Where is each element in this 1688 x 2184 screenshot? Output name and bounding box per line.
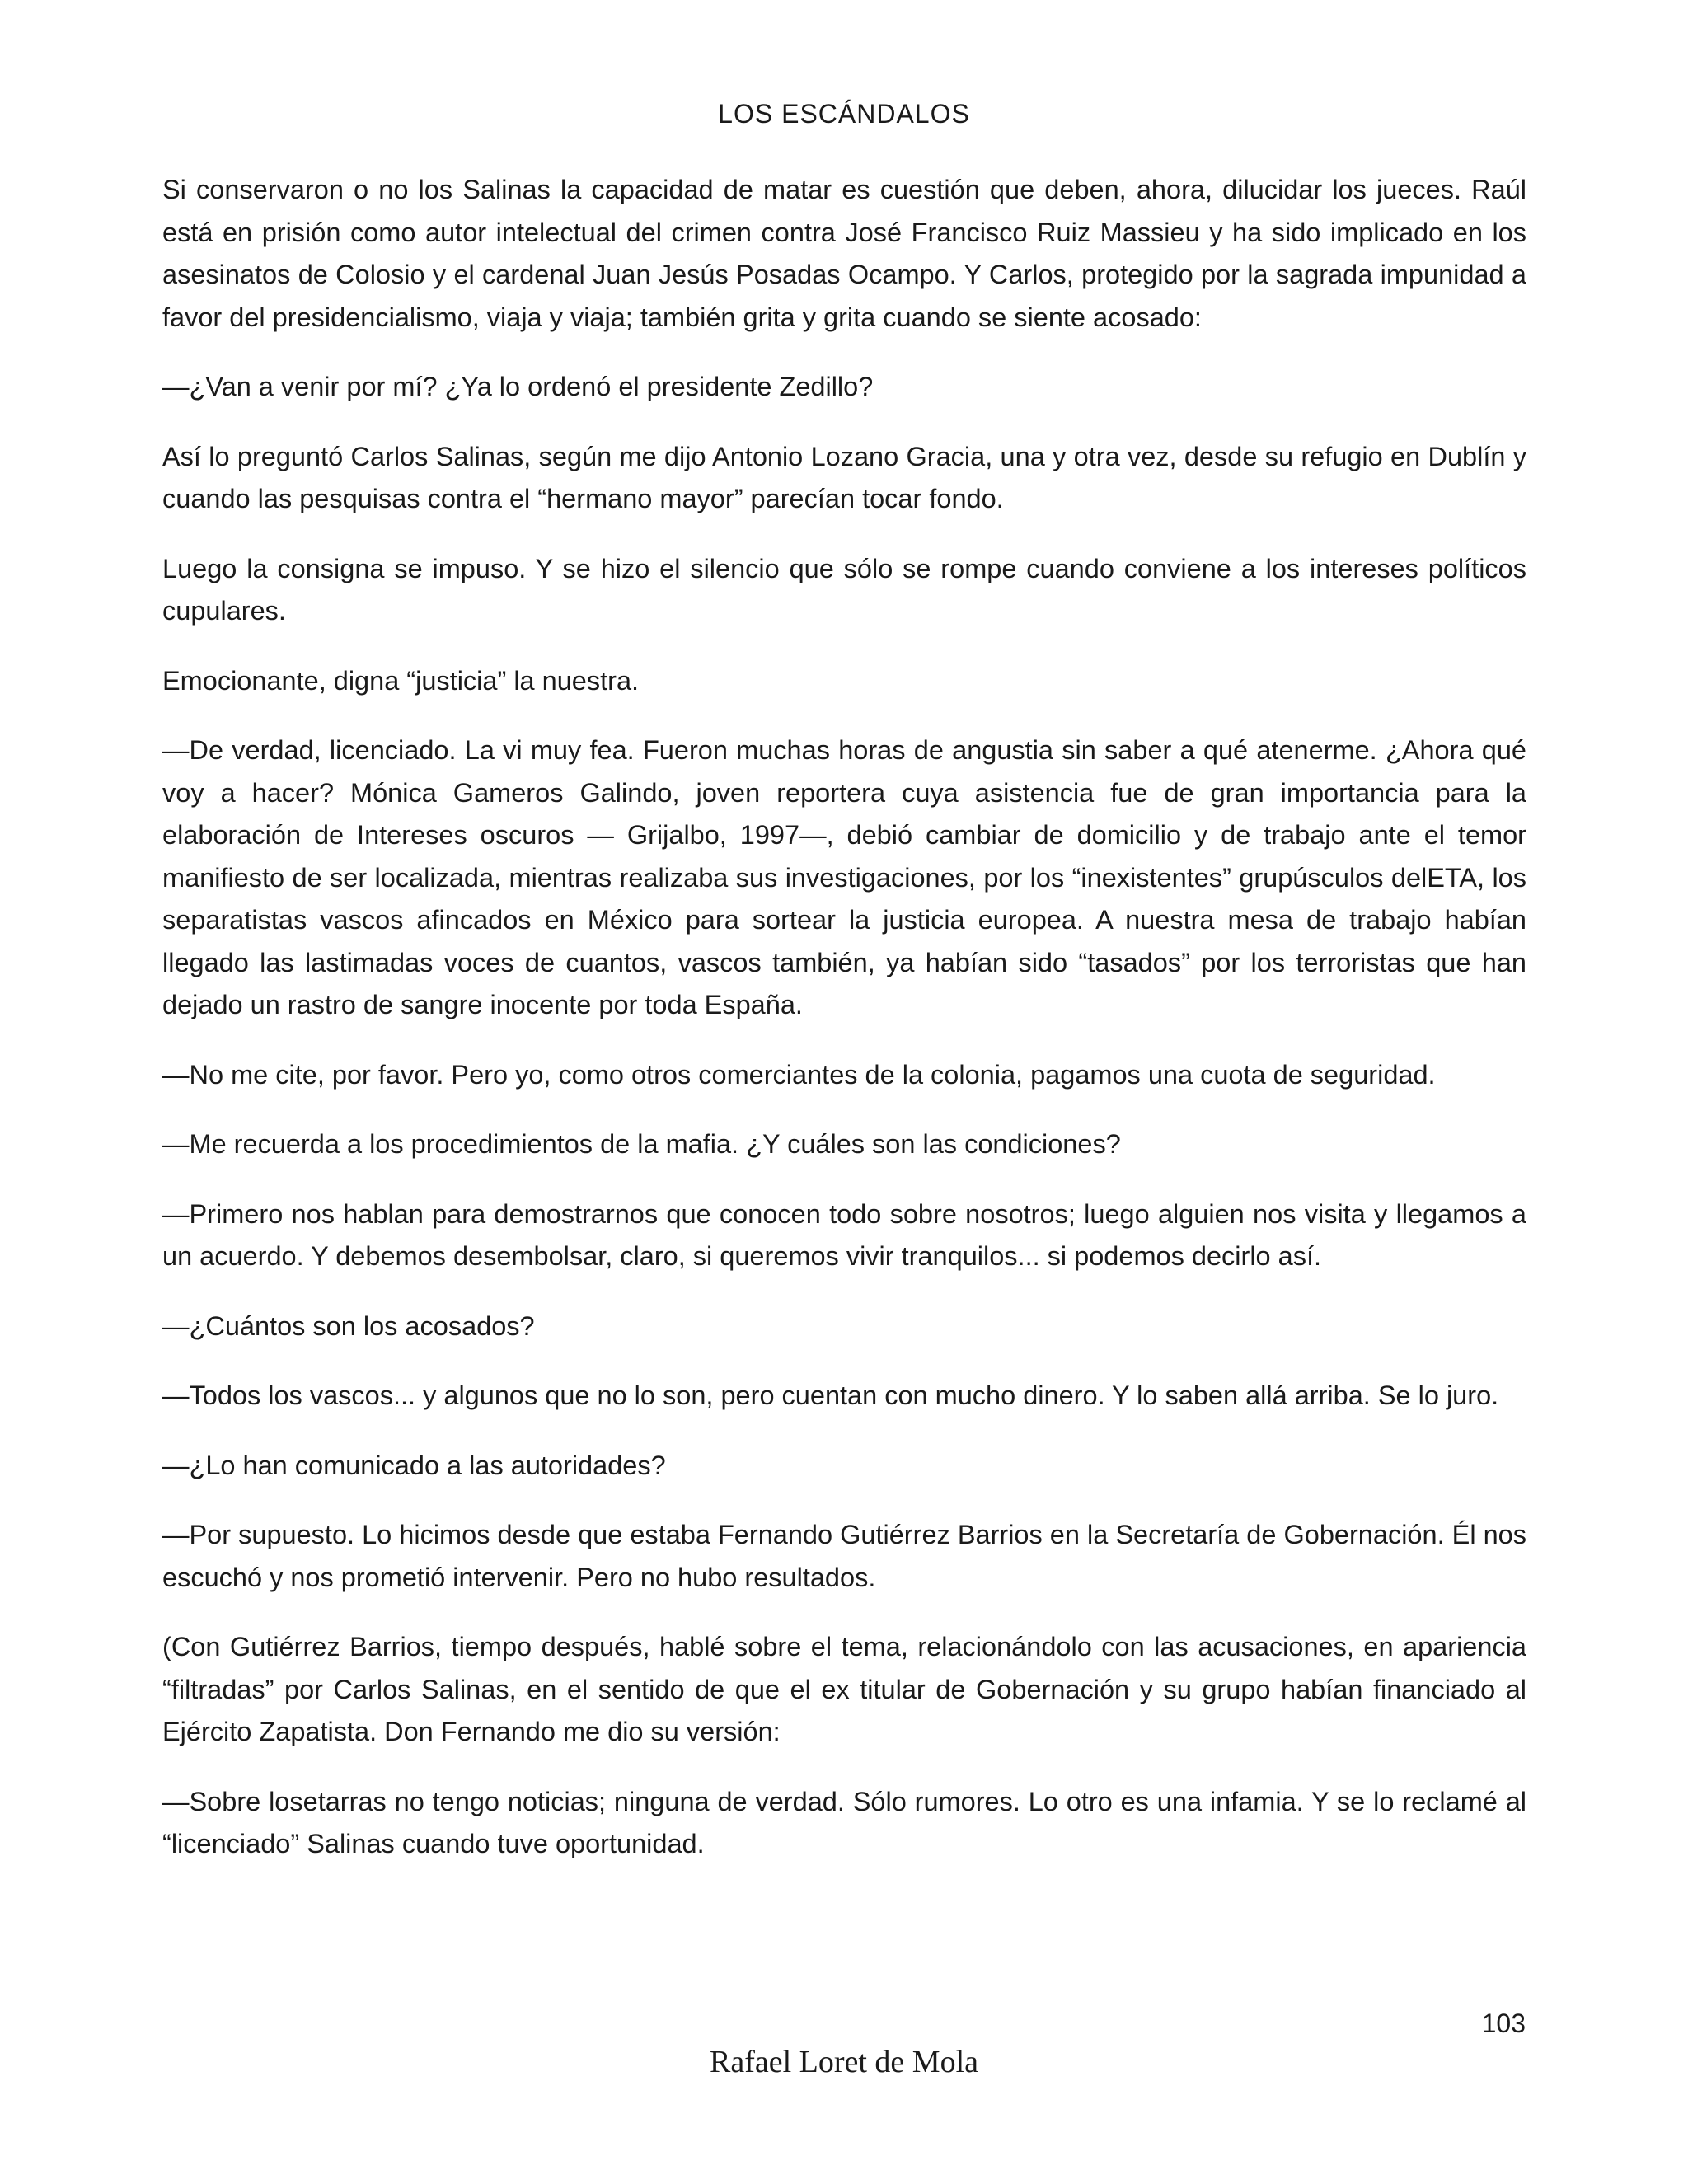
paragraph: Si conservaron o no los Salinas la capacidad de matar es cuestión que deben, ahora, dilucidar los jueces. Raúl está en prisión como autor intelectual del crimen contra José Francisco Ruiz Massieu y ha sido implicado en los asesinatos de Colosio y el cardenal Juan Jesús Posadas Ocampo. Y Carlos, protegido por la sagrada impunidad a favor del presidencialismo, viaja y viaja; también grita y grita cuando se siente acosado: (162, 175, 1526, 332)
footer-author: Rafael Loret de Mola (709, 2045, 979, 2079)
body-text (162, 169, 1526, 1893)
paragraph: Emocionante, digna “justicia” la nuestra. (162, 665, 640, 696)
paragraph: Luego la consigna se impuso. Y se hizo el silencio que sólo se rompe cuando conviene a los intereses políticos cupulares. (162, 553, 1526, 626)
paragraph: —Sobre losetarras no tengo noticias; ninguna de verdad. Sólo rumores. Lo otro es una infamia. Y se lo reclamé al “licenciado” Salinas cuando tuve oportunidad. (162, 1786, 1526, 1858)
paragraph: —¿Cuántos son los acosados? (162, 1310, 535, 1341)
paragraph: —Todos los vascos... y algunos que no lo son, pero cuentan con mucho dinero. Y lo saben allá arriba. Se lo juro. (162, 1380, 1499, 1410)
paragraph: —Me recuerda a los procedimientos de la mafia. ¿Y cuáles son las condiciones? (162, 1129, 1121, 1159)
paragraph: —¿Lo han comunicado a las autoridades? (162, 1450, 666, 1480)
page-number: 103 (1481, 2008, 1526, 2038)
paragraph: (Con Gutiérrez Barrios, tiempo después, hablé sobre el tema, relacionándolo con las acusaciones, en apariencia “filtradas” por Carlos Salinas, en el sentido de que el ex titular de Gobernación y su grupo habían financiado al Ejército Zapatista. Don Fernando me dio su versión: (162, 1632, 1526, 1746)
paragraph: —De verdad, licenciado. La vi muy fea. Fueron muchas horas de angustia sin saber a qué atenerme. ¿Ahora qué voy a hacer? Mónica Gameros Galindo, joven reportera cuya asistencia fue de gran importancia para la elaboración de Intereses oscuros — Grijalbo, 1997—, debió cambiar de domicilio y de trabajo ante el temor manifiesto de ser localizada, mientras realizaba sus investigaciones, por los “inexistentes” grupúsculos delETA, los separatistas vascos afincados en México para sortear la justicia europea. A nuestra mesa de trabajo habían llegado las lastimadas voces de cuantos, vascos también, ya habían sido “tasados” por los terroristas que han dejado un rastro de sangre inocente por toda España. (162, 735, 1526, 1019)
paragraph: Así lo preguntó Carlos Salinas, según me dijo Antonio Lozano Gracia, una y otra vez, desde su refugio en Dublín y cuando las pesquisas contra el “hermano mayor” parecían tocar fondo. (162, 441, 1526, 513)
paragraph: —¿Van a venir por mí? ¿Ya lo ordenó el presidente Zedillo? (162, 372, 874, 401)
paragraph: —Por supuesto. Lo hicimos desde que estaba Fernando Gutiérrez Barrios en la Secretaría de Gobernación. Él nos escuchó y nos prometió intervenir. Pero no hubo resultados. (162, 1520, 1526, 1592)
running-title: LOS ESCÁNDALOS (718, 99, 970, 129)
paragraph: —No me cite, por favor. Pero yo, como otros comerciantes de la colonia, pagamos una cuota de seguridad. (162, 1059, 1436, 1090)
paragraph: —Primero nos hablan para demostrarnos que conocen todo sobre nosotros; luego alguien nos visita y llegamos a un acuerdo. Y debemos desembolsar, claro, si queremos vivir tranquilos... si podemos decirlo así. (162, 1198, 1526, 1271)
